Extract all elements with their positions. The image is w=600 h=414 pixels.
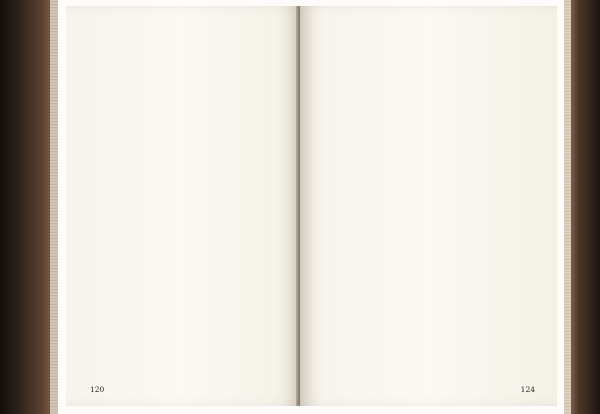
right-page-number: 124 bbox=[520, 385, 535, 394]
right-page-body-text bbox=[315, 26, 547, 384]
right-page bbox=[300, 6, 557, 406]
book-binding-right bbox=[564, 0, 600, 414]
book-binding-left bbox=[0, 0, 58, 414]
left-page-body-text bbox=[86, 26, 292, 384]
left-page bbox=[66, 6, 300, 406]
left-page-number: 120 bbox=[90, 385, 105, 394]
